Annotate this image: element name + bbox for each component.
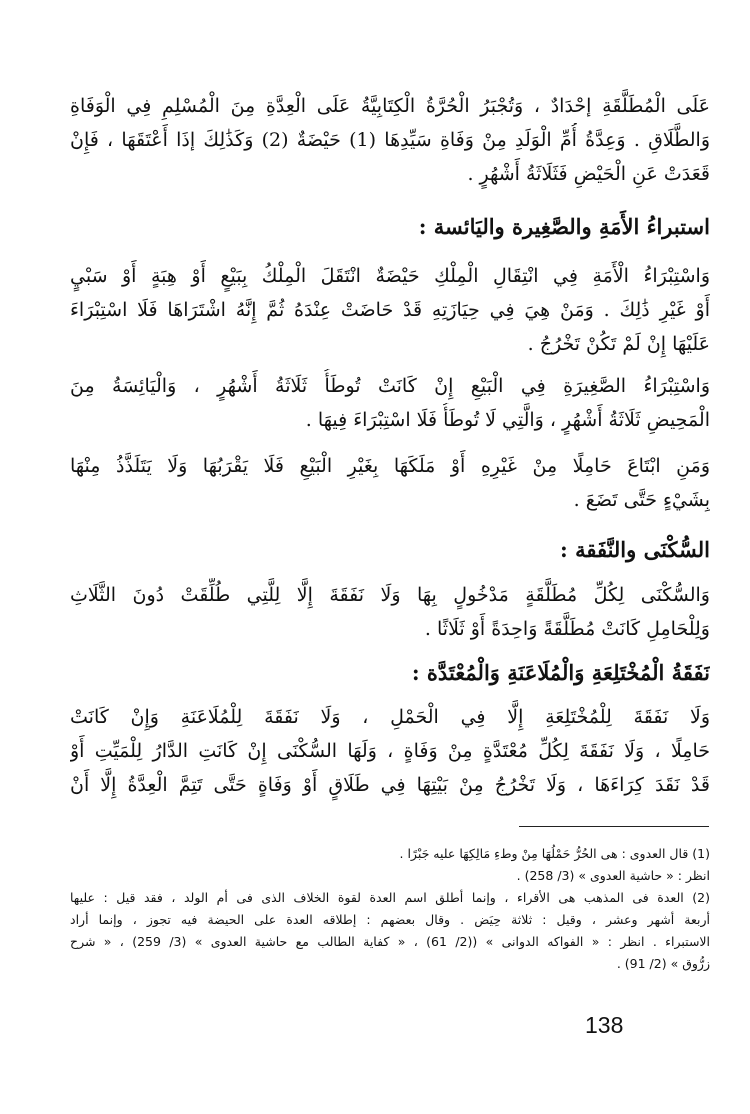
section-heading-sukna xyxy=(70,530,710,570)
text-line: عَلَيْهَا إِنْ لَمْ تَكُنْ تَخْرُجُ . xyxy=(527,333,710,355)
footnote-line: أربعة أشهر وعشر ، وقيل : ثلاثة حِيَض . وقال بعضهم : إطلاقه العدة على الحيضة فيه تجوز ، وإنما أراد xyxy=(70,912,710,927)
section-heading: نَفَقَةُ الْمُخْتَلِعَةِ وَالْمُلَاعَنَةِ وَالْمُعْتَدَّة : xyxy=(411,660,710,685)
footnotes xyxy=(70,843,710,975)
footnote-divider xyxy=(519,826,709,827)
text-line: وَاسْتِبْرَاءُ الْأَمَةِ فِي انْتِقَالِ الْمِلْكِ حَيْضَةٌ انْتَقَلَ الْمِلْكُ بِبَيْعٍ أَوْ هِبَةٍ أَوْ سَبْيٍ xyxy=(70,265,710,287)
footnote-line: الاستبراء . انظر : « الفواكه الدوانى » ((2/ 61) ، « كفاية الطالب مع حاشية العدوى » (3/ 259) ، « شرح xyxy=(70,934,710,949)
page-number: 138 xyxy=(585,1012,624,1038)
text-line: وَلِلْحَامِلِ كَانَتْ مُطَلَّقَةً وَاحِدَةً أَوْ ثَلَاثًا . xyxy=(424,618,710,640)
footnote-line: (1) قال العدوى : هى الحُرُّ حَمْلُهَا مِنْ وطءِ مَالِكِهَا عليه جَبْرًا . xyxy=(399,846,710,861)
text-line: وَاسْتِبْرَاءُ الصَّغِيرَةِ فِي الْبَيْعِ إِنْ كَانَتْ تُوطَأُ ثَلَاثَةُ أَشْهُرٍ ، وَالْيَائِسَةُ مِنَ xyxy=(70,375,710,397)
section-heading-nafaqa xyxy=(70,653,710,693)
text-line: أَوْ غَيْرِ ذَٰلِكَ . وَمَنْ هِيَ فِي حِيَازَتِهِ قَدْ حَاضَتْ عِنْدَهُ ثُمَّ إِنَّهُ اشْتَرَاهَا فَلَا اسْتِبْرَاءَ xyxy=(70,299,710,321)
text-line: وَالسُّكْنَى لِكُلِّ مُطَلَّقَةٍ مَدْخُولٍ بِهَا وَلَا نَفَقَةَ إِلَّا لِلَّتِي طُلِّقَتْ دُونَ الثَّلَاثِ xyxy=(70,584,710,606)
text-line: عَلَى الْمُطَلَّقَةِ إحْدَادٌ ، وَتُجْبَرُ الْحُرَّةُ الْكِتَابِيَّةُ عَلَى الْعِدَّةِ مِنَ الْمُسْلِمِ فِي الْوَفَاةِ xyxy=(70,95,710,117)
paragraph-6 xyxy=(70,700,710,802)
section-heading-istibra xyxy=(70,207,710,247)
text-line: وَلَا نَفَقَةَ لِلْمُخْتَلِعَةِ إِلَّا فِي الْحَمْلِ ، وَلَا نَفَقَةَ لِلْمُلَاعَنَةِ وَإِنْ كَانَتْ xyxy=(70,706,710,728)
paragraph-4 xyxy=(70,449,710,517)
paragraph-5 xyxy=(70,578,710,646)
text-line: قَعَدَتْ عَنِ الْحَيْضِ فَثَلَاثَةُ أَشْهُرٍ . xyxy=(467,163,710,185)
footnote-line: انظر : « حاشية العدوى » (3/ 258) . xyxy=(516,868,710,883)
section-heading: السُّكْنَى والنَّفَقة : xyxy=(560,537,710,562)
footnote-line: (2) العدة فى المذهب هى الأقراء ، وإنما أطلق اسم العدة لقوة الخلاف الذى فى أم الولد ، فقد قيل : عليها xyxy=(70,890,710,905)
text-line: بِشَيْءٍ حَتَّى تَضَعَ . xyxy=(573,489,710,511)
footnote-line: زرُّوق » (2/ 91) . xyxy=(616,956,710,971)
paragraph-3 xyxy=(70,369,710,437)
text-line: حَامِلًا ، وَلَا نَفَقَةَ لِكُلِّ مُعْتَدَّةٍ مِنْ وَفَاةٍ ، وَلَهَا السُّكْنَى إِنْ كَانَتِ الدَّارُ لِلْمَيِّتِ أَوْ xyxy=(70,740,710,762)
text-line: وَمَنِ ابْتَاعَ حَامِلًا مِنْ غَيْرِهِ أَوْ مَلَكَهَا بِغَيْرِ الْبَيْعِ فَلَا يَقْرَبُهَا وَلَا يَتَلَذَّذُ مِنْهَا xyxy=(70,455,710,477)
text-line: وَالطَّلَاقِ . وَعِدَّةُ أُمِّ الْوَلَدِ مِنْ وَفَاةِ سَيِّدِهَا (1) حَيْضَةٌ (2) وَكَذَٰلِكَ إذَا أَعْتَقَهَا ، فَإِنْ xyxy=(70,129,710,151)
section-heading: استبراءُ الأَمَةِ والصَّغِيرة واليَائسة : xyxy=(418,214,710,239)
paragraph-1 xyxy=(70,89,710,191)
text-line: الْمَحِيضِ ثَلَاثَةُ أَشْهُرٍ ، وَالَّتِي لَا تُوطَأُ فَلَا اسْتِبْرَاءَ فِيهَا . xyxy=(305,409,710,431)
text-line: قَدْ نَقَدَ كِرَاءَهَا ، وَلَا تَخْرُجُ مِنْ بَيْتِهَا فِي طَلَاقٍ أَوْ وَفَاةٍ حَتَّى تَتِمَّ الْعِدَّةُ إِلَّا أَنْ xyxy=(70,774,710,796)
paragraph-2 xyxy=(70,259,710,361)
